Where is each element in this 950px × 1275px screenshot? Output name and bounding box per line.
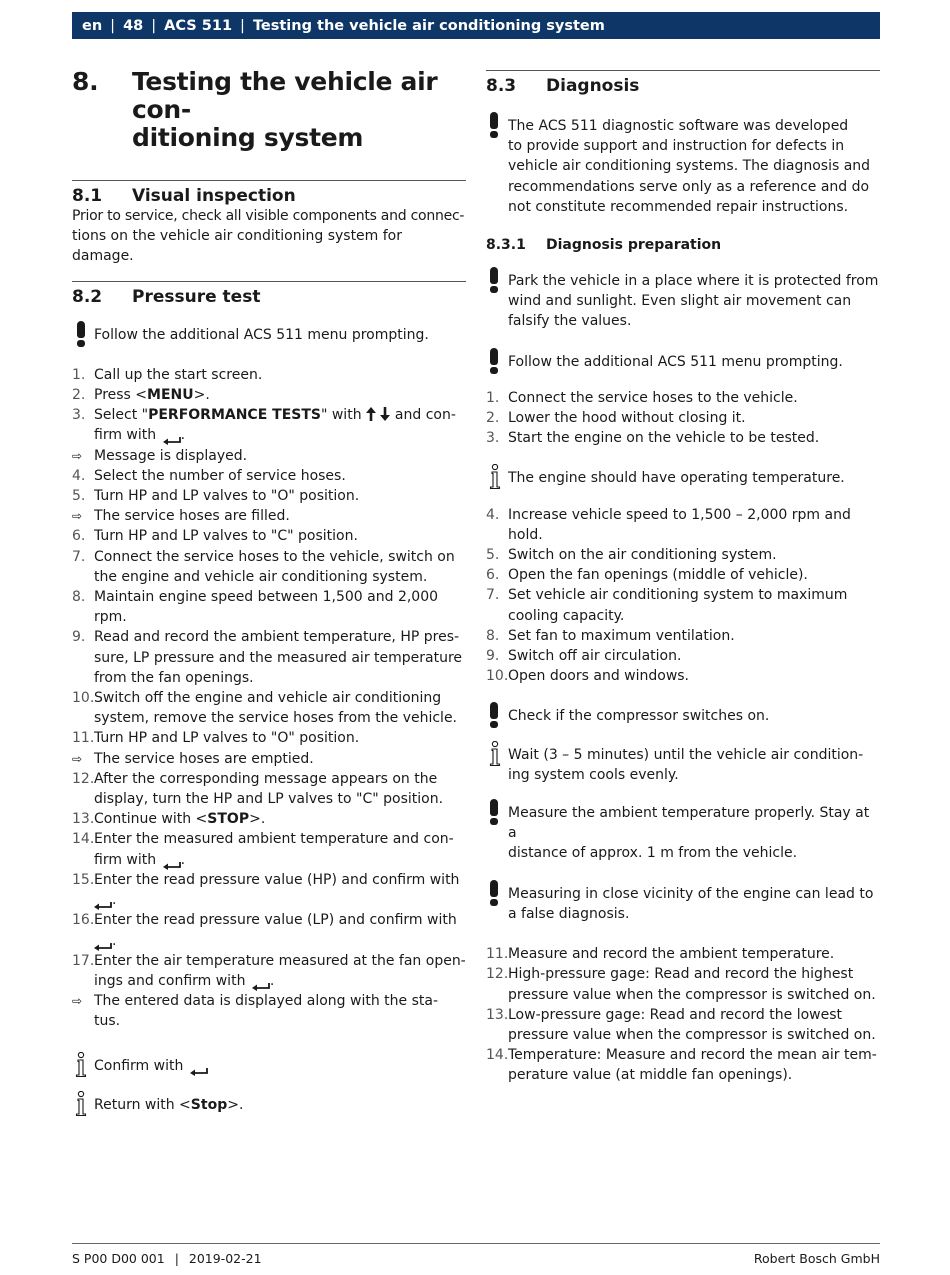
list-item: 4. Select the number of service hoses. — [72, 467, 346, 484]
warning-note — [72, 321, 466, 345]
footer-date: 2019-02-21 — [188, 1251, 262, 1266]
list-item: 2. Press <MENU>. — [72, 387, 210, 404]
info-icon — [72, 1091, 94, 1115]
list-item: 17. Enter the air temperature measured at the fan open- ings and confirm with . — [72, 952, 466, 989]
list-item: 14. Enter the measured ambient temperature and con- firm with . — [72, 831, 454, 868]
list-item: 6. Turn HP and LP valves to "C" position. — [72, 528, 358, 545]
result-arrow-icon: ⇨ — [72, 751, 83, 766]
arrow-down-icon — [380, 407, 390, 423]
list-item: 9. Read and record the ambient temperature, HP pres- sure, LP pressure and the measured air temperature from the fan openings. — [72, 629, 463, 686]
enter-key-icon — [252, 977, 270, 985]
list-item: 12. After the corresponding message appears on the display, turn the HP and LP valves to "C" position. — [72, 770, 444, 808]
exclamation-icon — [486, 267, 508, 332]
list-item: 2. Lower the hood without closing it. — [486, 410, 746, 427]
list-item: 6. Open the fan openings (middle of vehicle). — [486, 567, 808, 584]
note-text: Follow the additional ACS 511 menu prompting. — [94, 326, 429, 343]
footer-company: Robert Bosch GmbH — [753, 1251, 880, 1266]
info-note — [486, 464, 880, 488]
list-item: 1. Call up the start screen. — [72, 366, 263, 383]
section-number: 8.3.1 — [486, 237, 526, 254]
chapter-title-line: ditioning system — [132, 123, 364, 152]
note-text: Measure the ambient temperature properly. Stay at a distance of approx. 1 m from the vehicle. — [508, 805, 870, 862]
note-text: Check if the compressor switches on. — [508, 708, 770, 725]
result-arrow-icon: ⇨ — [72, 994, 83, 1009]
list-item: 3. Select "PERFORMANCE TESTS" with and con- firm with . — [72, 407, 456, 444]
enter-key-icon — [163, 431, 181, 439]
list-item: 8. Set fan to maximum ventilation. — [486, 627, 735, 644]
enter-key-icon — [190, 1062, 208, 1070]
exclamation-icon — [72, 321, 94, 345]
note-text: Park the vehicle in a place where it is protected from wind and sunlight. Even slight air movement can falsify the values. — [508, 273, 879, 330]
list-item: 15. Enter the read pressure value (HP) and confirm with . — [72, 871, 460, 909]
footer-doc-info — [72, 1251, 262, 1266]
exclamation-icon — [486, 799, 508, 864]
section-heading-pressure-test — [72, 281, 466, 309]
result-item: ⇨ Message is displayed. — [72, 446, 466, 466]
section-number: 8.2 — [72, 286, 103, 307]
diagnosis-steps — [486, 944, 880, 1085]
section-title: Pressure test — [132, 286, 261, 307]
info-note — [72, 1091, 466, 1115]
section-number: 8.3 — [486, 76, 517, 96]
info-icon — [486, 464, 508, 488]
footer-doc-id: S P00 D00 001 — [72, 1251, 165, 1266]
info-note — [486, 741, 880, 785]
result-item: ⇨ The service hoses are filled. — [72, 506, 466, 526]
exclamation-icon — [486, 112, 508, 217]
arrow-up-icon — [366, 407, 376, 423]
list-item: 11. Measure and record the ambient temperature. — [486, 946, 835, 963]
header-lang: en — [82, 17, 103, 34]
list-item: 1. Connect the service hoses to the vehicle. — [486, 389, 798, 406]
page-header-bar — [72, 12, 880, 39]
header-product: ACS 511 — [164, 17, 233, 34]
exclamation-icon — [486, 702, 508, 726]
note-text: Confirm with — [94, 1052, 466, 1076]
list-item: 10. Open doors and windows. — [486, 668, 690, 685]
section-title: Diagnosis — [546, 76, 640, 96]
list-item: 16. Enter the read pressure value (LP) and confirm with . — [72, 912, 457, 949]
result-arrow-icon: ⇨ — [72, 448, 83, 463]
exclamation-icon — [486, 348, 508, 372]
list-item: 5. Turn HP and LP valves to "O" position. — [72, 488, 360, 505]
note-text: The ACS 511 diagnostic software was developed to provide support and instruction for defects in vehicle air conditioning systems. The diagnosis and recommendations serve only as a reference and do not constitute recommended repair instructions. — [508, 118, 871, 215]
list-item: 3. Start the engine on the vehicle to be tested. — [486, 430, 820, 447]
header-separator: | — [110, 17, 116, 34]
note-text: Follow the additional ACS 511 menu prompting. — [508, 353, 843, 370]
chapter-heading — [72, 68, 466, 152]
diagnosis-steps — [486, 388, 880, 449]
enter-key-icon — [94, 937, 112, 945]
note-text: Wait (3 – 5 minutes) until the vehicle air condition- ing system cools evenly. — [508, 746, 864, 783]
list-item: 5. Switch on the air conditioning system. — [486, 547, 777, 564]
warning-note — [486, 880, 880, 924]
section-heading-visual-inspection — [72, 180, 466, 208]
note-text: The engine should have operating temperature. — [508, 470, 845, 487]
warning-note — [486, 112, 880, 217]
list-item: 7. Set vehicle air conditioning system to maximum cooling capacity. — [486, 587, 848, 624]
warning-note — [486, 267, 880, 332]
header-title: Testing the vehicle air conditioning system — [252, 17, 605, 34]
warning-note — [486, 348, 880, 372]
paragraph-line: tions on the vehicle air conditioning system for damage. — [72, 228, 403, 265]
footer-divider — [72, 1243, 880, 1244]
result-item: ⇨ The entered data is displayed along with the sta- tus. — [72, 991, 466, 1031]
exclamation-icon — [486, 880, 508, 924]
chapter-number: 8. — [72, 67, 99, 96]
list-item: 7. Connect the service hoses to the vehicle, switch on the engine and vehicle air conditioning system. — [72, 548, 455, 585]
section-title: Visual inspection — [132, 186, 296, 206]
result-arrow-icon: ⇨ — [72, 509, 83, 524]
header-page-number: 48 — [123, 17, 144, 34]
result-item: ⇨ The service hoses are emptied. — [72, 749, 466, 769]
enter-key-icon — [163, 856, 181, 864]
diagnosis-steps — [486, 505, 880, 687]
warning-note — [486, 702, 880, 726]
list-item: 13. Continue with <STOP>. — [72, 811, 266, 828]
list-item: 12. High-pressure gage: Read and record the highest pressure value when the compressor is switched on. — [486, 966, 876, 1003]
subsection-heading-diagnosis-preparation — [486, 235, 880, 255]
section-number: 8.1 — [72, 186, 103, 206]
note-text: Return with <Stop>. — [94, 1096, 244, 1113]
pressure-test-steps — [72, 365, 466, 1032]
header-separator: | — [240, 17, 245, 34]
list-item: 4. Increase vehicle speed to 1,500 – 2,000 rpm and hold. — [486, 506, 851, 543]
info-note — [72, 1052, 466, 1076]
info-icon — [486, 741, 508, 785]
right-column — [486, 70, 880, 1086]
section-title: Diagnosis preparation — [546, 237, 722, 254]
list-item: 10. Switch off the engine and vehicle air conditioning system, remove the service hoses from the vehicle. — [72, 690, 458, 727]
list-item: 8. Maintain engine speed between 1,500 and 2,000 rpm. — [72, 589, 439, 626]
footer-separator: | — [174, 1251, 179, 1266]
list-item: 9. Switch off air circulation. — [486, 648, 682, 665]
list-item: 13. Low-pressure gage: Read and record the lowest pressure value when the compressor is switched on. — [486, 1006, 876, 1043]
info-icon — [72, 1052, 94, 1076]
warning-note — [486, 799, 880, 864]
section-heading-diagnosis — [486, 70, 880, 98]
enter-key-icon — [94, 896, 112, 904]
header-separator: | — [151, 17, 157, 34]
list-item: 11. Turn HP and LP valves to "O" position. — [72, 730, 360, 747]
chapter-title-line: Testing the vehicle air con- — [132, 67, 438, 124]
left-column — [72, 64, 466, 1115]
list-item: 14. Temperature: Measure and record the mean air tem- perature value (at middle fan openings). — [486, 1047, 877, 1084]
paragraph-line: Prior to service, check all visible components and connec- — [72, 208, 465, 224]
chapter-title — [132, 68, 466, 152]
visual-inspection-text — [72, 206, 466, 267]
note-text: Measuring in close vicinity of the engine can lead to a false diagnosis. — [508, 885, 874, 922]
